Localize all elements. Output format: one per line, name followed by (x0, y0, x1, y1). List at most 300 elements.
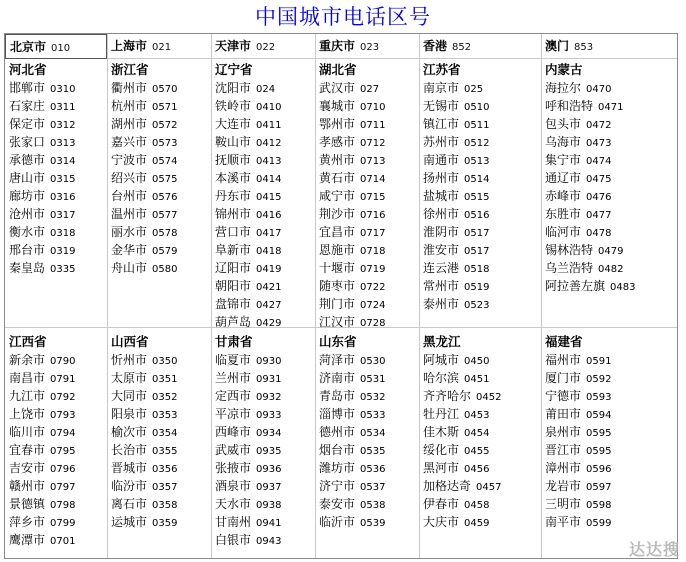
city-row (215, 277, 315, 295)
city-row (111, 513, 211, 531)
city-area-code: 0571 (152, 102, 178, 113)
city-row (423, 441, 541, 459)
city-row (423, 115, 541, 133)
city-row (111, 205, 211, 223)
city-name: 张掖市 (215, 461, 252, 475)
city-area-code: 0523 (464, 300, 490, 311)
city-area-code: 0594 (586, 410, 612, 421)
city-name: 临河市 (545, 225, 582, 239)
city-name: 十堰市 (319, 261, 356, 275)
city-area-code: 0413 (256, 156, 282, 167)
city-name: 宁波市 (111, 153, 148, 167)
city-area-code: 0535 (360, 446, 386, 457)
city-name: 绥化市 (423, 443, 460, 457)
city-row (545, 115, 679, 133)
city-area-code: 0512 (464, 138, 490, 149)
city-area-code: 0511 (464, 120, 490, 131)
city-area-code: 0479 (598, 246, 624, 257)
city-area-code: 0798 (50, 500, 76, 511)
city-name: 承德市 (9, 153, 46, 167)
city-name: 本溪市 (215, 171, 252, 185)
city-name: 秦皇岛 (9, 261, 46, 275)
city-row (319, 313, 419, 331)
city-name: 鄂州市 (319, 117, 356, 131)
city-name: 大庆市 (423, 515, 460, 529)
city-area-code: 0799 (50, 518, 76, 529)
city-name: 金华市 (111, 243, 148, 257)
city-area-code: 0412 (256, 138, 282, 149)
city-row (319, 169, 419, 187)
city-row (319, 495, 419, 513)
city-name: 张家口 (9, 135, 46, 149)
city-name: 乌海市 (545, 135, 582, 149)
city-row (111, 169, 211, 187)
city-area-code: 0538 (360, 500, 386, 511)
city-name: 大连市 (215, 117, 252, 131)
city-name: 临汾市 (111, 479, 148, 493)
city-name: 苏州市 (423, 135, 460, 149)
city-name: 呼和浩特 (545, 99, 594, 113)
city-row (423, 259, 541, 277)
city-row (9, 351, 107, 369)
city-row (215, 459, 315, 477)
city-area-code: 0518 (464, 264, 490, 275)
city-name: 沈阳市 (215, 81, 252, 95)
city-area-code: 025 (464, 84, 484, 95)
city-name: 宁德市 (545, 389, 582, 403)
city-area-code: 0414 (256, 174, 282, 185)
city-area-code: 0933 (256, 410, 282, 421)
city-area-code: 0578 (152, 228, 178, 239)
city-name: 丹东市 (215, 189, 252, 203)
city-area-code: 0335 (50, 264, 76, 275)
city-area-code: 0932 (256, 392, 282, 403)
city-area-code: 0936 (256, 464, 282, 475)
city-name: 太原市 (111, 371, 148, 385)
city-name: 连云港 (423, 261, 460, 275)
city-name: 荆沙市 (319, 207, 356, 221)
city-row (9, 97, 107, 115)
city-row (215, 187, 315, 205)
city-area-code: 0517 (464, 246, 490, 257)
city-area-code: 0592 (586, 374, 612, 385)
municipality-cell (419, 34, 541, 59)
city-area-code: 0317 (50, 210, 76, 221)
city-name: 邯郸市 (9, 81, 46, 95)
city-area-code: 0316 (50, 192, 76, 203)
city-name: 营口市 (215, 225, 252, 239)
city-area-code: 0716 (360, 210, 386, 221)
city-name: 长治市 (111, 443, 148, 457)
city-area-code: 0795 (50, 446, 76, 457)
city-name: 通辽市 (545, 171, 582, 185)
city-row (423, 513, 541, 531)
city-row (423, 79, 541, 97)
city-row (423, 241, 541, 259)
city-area-code: 0310 (50, 84, 76, 95)
city-area-code: 0312 (50, 120, 76, 131)
city-name: 乌兰浩特 (545, 261, 594, 275)
city-name: 锦州市 (215, 207, 252, 221)
city-area-code: 0532 (360, 392, 386, 403)
city-row (545, 133, 679, 151)
province-block (5, 58, 107, 277)
province-block (211, 330, 315, 549)
city-name: 赣州市 (9, 479, 46, 493)
city-area-code: 0355 (152, 446, 178, 457)
city-row (215, 495, 315, 513)
city-row (319, 79, 419, 97)
city-name: 台州市 (111, 189, 148, 203)
city-name: 咸宁市 (319, 189, 356, 203)
city-row (319, 513, 419, 531)
city-name: 阳泉市 (111, 407, 148, 421)
city-name: 抚顺市 (215, 153, 252, 167)
municipality-cell (315, 34, 419, 59)
city-row (319, 133, 419, 151)
city-row (9, 205, 107, 223)
city-name: 唐山市 (9, 171, 46, 185)
city-area-code: 0596 (586, 464, 612, 475)
province-block (5, 330, 107, 549)
city-name: 武汉市 (319, 81, 356, 95)
city-row (9, 133, 107, 151)
city-name: 武威市 (215, 443, 252, 457)
city-name: 龙岩市 (545, 479, 582, 493)
city-area-code: 0351 (152, 374, 178, 385)
city-name: 福州市 (545, 353, 582, 367)
city-name: 铁岭市 (215, 99, 252, 113)
city-row (215, 513, 315, 531)
city-area-code: 0790 (50, 356, 76, 367)
city-area-code: 0531 (360, 374, 386, 385)
city-name: 廊坊市 (9, 189, 46, 203)
city-area-code: 0711 (360, 120, 386, 131)
city-area-code: 0599 (586, 518, 612, 529)
city-area-code: 0450 (464, 356, 490, 367)
city-row (111, 151, 211, 169)
city-row (9, 169, 107, 187)
city-name: 徐州市 (423, 207, 460, 221)
city-name: 宜春市 (9, 443, 46, 457)
city-name: 西峰市 (215, 425, 252, 439)
area-code-table (4, 33, 678, 559)
city-row (111, 459, 211, 477)
city-row (423, 97, 541, 115)
city-name: 齐齐哈尔 (423, 389, 472, 403)
city-row (215, 295, 315, 313)
city-name: 丽水市 (111, 225, 148, 239)
city-area-code: 0701 (50, 536, 76, 547)
city-row (9, 441, 107, 459)
municipality-cell (541, 34, 679, 59)
city-row (215, 259, 315, 277)
city-name: 鹰潭市 (9, 533, 46, 547)
city-area-code: 0593 (586, 392, 612, 403)
city-area-code: 0517 (464, 228, 490, 239)
city-row (215, 115, 315, 133)
city-row (545, 187, 679, 205)
city-name: 伊春市 (423, 497, 460, 511)
city-area-code: 0930 (256, 356, 282, 367)
city-area-code: 0475 (586, 174, 612, 185)
city-row (111, 423, 211, 441)
city-area-code: 0427 (256, 300, 282, 311)
city-area-code: 0470 (586, 84, 612, 95)
city-name: 济宁市 (319, 479, 356, 493)
city-area-code: 0421 (256, 282, 282, 293)
city-row (545, 513, 679, 531)
city-area-code: 0519 (464, 282, 490, 293)
city-area-code: 0943 (256, 536, 282, 547)
province-name: 江西省 (9, 334, 47, 349)
city-row (215, 79, 315, 97)
city-row (319, 369, 419, 387)
city-name: 南昌市 (9, 371, 46, 385)
city-area-code: 0358 (152, 500, 178, 511)
city-area-code: 0451 (464, 374, 490, 385)
city-row (111, 97, 211, 115)
city-area-code: 0719 (360, 264, 386, 275)
city-row (423, 423, 541, 441)
site-watermark: 达达搜 (628, 540, 680, 559)
city-row (545, 277, 679, 295)
city-name: 江汉市 (319, 315, 356, 329)
city-row (319, 277, 419, 295)
province-block (315, 58, 419, 331)
city-row (215, 241, 315, 259)
city-area-code: 0457 (476, 482, 502, 493)
municipality-code: 010 (51, 43, 71, 54)
city-area-code: 0456 (464, 464, 490, 475)
city-area-code: 0319 (50, 246, 76, 257)
city-row (319, 259, 419, 277)
city-area-code: 0472 (586, 120, 612, 131)
city-name: 淮安市 (423, 243, 460, 257)
city-area-code: 0572 (152, 120, 178, 131)
city-name: 烟台市 (319, 443, 356, 457)
municipality-name: 重庆市 (319, 39, 356, 53)
city-name: 淄博市 (319, 407, 356, 421)
city-name: 朝阳市 (215, 279, 252, 293)
city-row (111, 241, 211, 259)
city-row (9, 477, 107, 495)
municipality-name: 上海市 (111, 39, 148, 53)
city-area-code: 0598 (586, 500, 612, 511)
city-area-code: 0359 (152, 518, 178, 529)
city-name: 阜新市 (215, 243, 252, 257)
city-name: 泰安市 (319, 497, 356, 511)
city-row (545, 205, 679, 223)
city-row (423, 369, 541, 387)
city-name: 随枣市 (319, 279, 356, 293)
city-name: 哈尔滨 (423, 371, 460, 385)
city-area-code: 0356 (152, 464, 178, 475)
city-area-code: 0931 (256, 374, 282, 385)
city-area-code: 0419 (256, 264, 282, 275)
city-name: 杭州市 (111, 99, 148, 113)
city-name: 无锡市 (423, 99, 460, 113)
city-area-code: 0418 (256, 246, 282, 257)
city-area-code: 0473 (586, 138, 612, 149)
city-name: 榆次市 (111, 425, 148, 439)
city-area-code: 0796 (50, 464, 76, 475)
municipality-code: 022 (256, 42, 276, 53)
city-area-code: 0537 (360, 482, 386, 493)
city-row (545, 223, 679, 241)
municipality-name: 澳门 (545, 39, 570, 53)
city-row (545, 259, 679, 277)
city-area-code: 0793 (50, 410, 76, 421)
municipality-code: 853 (574, 42, 594, 53)
city-area-code: 0354 (152, 428, 178, 439)
city-area-code: 0539 (360, 518, 386, 529)
city-name: 晋城市 (111, 461, 148, 475)
city-name: 德州市 (319, 425, 356, 439)
city-area-code: 0514 (464, 174, 490, 185)
city-name: 锡林浩特 (545, 243, 594, 257)
city-row (215, 531, 315, 549)
city-name: 阿拉善左旗 (545, 279, 606, 293)
province-block (419, 330, 541, 531)
city-name: 南京市 (423, 81, 460, 95)
city-name: 临夏市 (215, 353, 252, 367)
city-area-code: 0357 (152, 482, 178, 493)
city-row (215, 387, 315, 405)
city-row (423, 295, 541, 313)
city-name: 莆田市 (545, 407, 582, 421)
city-name: 嘉兴市 (111, 135, 148, 149)
city-area-code: 0474 (586, 156, 612, 167)
city-name: 集宁市 (545, 153, 582, 167)
city-area-code: 0314 (50, 156, 76, 167)
province-name: 山西省 (111, 334, 149, 349)
city-row (215, 313, 315, 331)
city-name: 湖州市 (111, 117, 148, 131)
city-name: 舟山市 (111, 261, 148, 275)
city-row (111, 405, 211, 423)
province-block (419, 58, 541, 313)
city-name: 大同市 (111, 389, 148, 403)
city-name: 三明市 (545, 497, 582, 511)
city-name: 襄城市 (319, 99, 356, 113)
city-area-code: 0575 (152, 174, 178, 185)
province-name: 辽宁省 (215, 62, 253, 77)
city-row (545, 387, 679, 405)
province-name: 黑龙江 (423, 334, 461, 349)
province-name: 福建省 (545, 334, 583, 349)
city-row (545, 405, 679, 423)
city-name: 平凉市 (215, 407, 252, 421)
city-area-code: 0715 (360, 192, 386, 203)
municipality-cell (107, 34, 211, 59)
city-row (423, 387, 541, 405)
city-name: 漳州市 (545, 461, 582, 475)
city-row (319, 477, 419, 495)
city-area-code: 0455 (464, 446, 490, 457)
city-area-code: 0576 (152, 192, 178, 203)
city-name: 孝感市 (319, 135, 356, 149)
city-name: 青岛市 (319, 389, 356, 403)
city-name: 济南市 (319, 371, 356, 385)
city-area-code: 0315 (50, 174, 76, 185)
city-row (423, 133, 541, 151)
city-name: 天水市 (215, 497, 252, 511)
city-row (545, 351, 679, 369)
city-name: 牡丹江 (423, 407, 460, 421)
city-name: 厦门市 (545, 371, 582, 385)
city-row (215, 441, 315, 459)
city-row (111, 351, 211, 369)
city-area-code: 0724 (360, 300, 386, 311)
city-area-code: 0728 (360, 318, 386, 329)
city-name: 邢台市 (9, 243, 46, 257)
city-area-code: 0454 (464, 428, 490, 439)
province-block (211, 58, 315, 331)
city-row (319, 241, 419, 259)
city-name: 海拉尔 (545, 81, 582, 95)
city-name: 临川市 (9, 425, 46, 439)
city-area-code: 0417 (256, 228, 282, 239)
city-name: 泉州市 (545, 425, 582, 439)
city-row (545, 369, 679, 387)
city-name: 东胜市 (545, 207, 582, 221)
city-name: 衡水市 (9, 225, 46, 239)
city-row (319, 295, 419, 313)
province-name: 山东省 (319, 334, 357, 349)
city-row (9, 223, 107, 241)
city-area-code: 0477 (586, 210, 612, 221)
city-area-code: 0410 (256, 102, 282, 113)
city-name: 沧州市 (9, 207, 46, 221)
municipality-code: 023 (360, 42, 380, 53)
city-row (319, 97, 419, 115)
city-row (9, 187, 107, 205)
city-row (111, 441, 211, 459)
city-row (111, 187, 211, 205)
city-area-code: 0710 (360, 102, 386, 113)
city-row (215, 351, 315, 369)
city-row (319, 115, 419, 133)
city-row (215, 133, 315, 151)
city-name: 忻州市 (111, 353, 148, 367)
city-row (545, 423, 679, 441)
city-area-code: 0459 (464, 518, 490, 529)
city-row (111, 369, 211, 387)
city-area-code: 024 (256, 84, 276, 95)
city-row (319, 441, 419, 459)
city-row (111, 477, 211, 495)
city-row (215, 369, 315, 387)
city-row (111, 259, 211, 277)
municipality-name: 天津市 (215, 39, 252, 53)
city-row (423, 495, 541, 513)
city-area-code: 0510 (464, 102, 490, 113)
city-area-code: 0416 (256, 210, 282, 221)
city-row (215, 477, 315, 495)
city-name: 运城市 (111, 515, 148, 529)
city-row (9, 259, 107, 277)
city-area-code: 0350 (152, 356, 178, 367)
city-area-code: 0718 (360, 246, 386, 257)
city-name: 赤峰市 (545, 189, 582, 203)
city-area-code: 0794 (50, 428, 76, 439)
city-row (319, 459, 419, 477)
city-area-code: 0597 (586, 482, 612, 493)
city-row (319, 187, 419, 205)
city-name: 南通市 (423, 153, 460, 167)
city-row (423, 405, 541, 423)
